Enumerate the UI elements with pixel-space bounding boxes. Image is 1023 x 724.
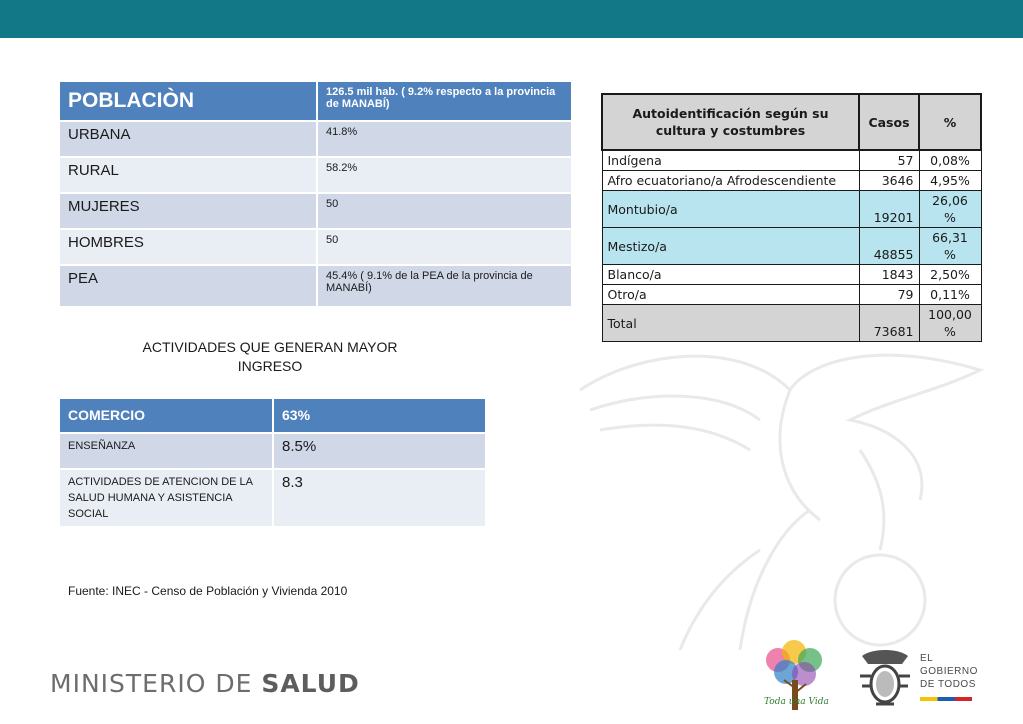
logo-tree-text: Toda una Vida — [764, 697, 829, 707]
row-label: ACTIVIDADES DE ATENCION DE LA SALUD HUMANA Y ASISTENCIA SOCIAL — [60, 470, 272, 526]
coat-of-arms-watermark-icon — [560, 330, 1023, 650]
ecuador-shield-icon — [856, 646, 914, 712]
row-pct: 0,08% — [919, 150, 981, 171]
header-category: Autoidentificación según su cultura y costumbres — [602, 94, 859, 150]
row-pct: 4,95% — [919, 171, 981, 191]
table-row — [60, 194, 571, 228]
poblacion-table — [60, 80, 571, 308]
row-value: 8.5% — [272, 434, 485, 468]
row-category: Afro ecuatoriano/a Afrodescendiente — [602, 171, 859, 191]
actividades-title-line1: ACTIVIDADES QUE GENERAN MAYOR — [142, 339, 398, 355]
row-cases: 57 — [859, 150, 919, 171]
table-row — [602, 265, 981, 285]
row-cases: 19201 — [859, 191, 919, 228]
actividades-header-label: COMERCIO — [60, 399, 272, 432]
row-value: 41.8% — [316, 122, 571, 156]
row-value: 8.3 — [272, 470, 485, 526]
actividades-title-line2: INGRESO — [237, 358, 303, 374]
row-pct: 66,31 % — [919, 228, 981, 265]
actividades-header-row — [60, 399, 485, 432]
gobierno-line1: EL — [920, 653, 934, 664]
row-pct: 2,50% — [919, 265, 981, 285]
poblacion-header-value: 126.5 mil hab. ( 9.2% respecto a la provincia de MANABÍ) — [316, 82, 571, 120]
table-row — [60, 470, 485, 526]
row-cases: 48855 — [859, 228, 919, 265]
row-label: PEA — [60, 266, 316, 306]
table-row — [602, 191, 981, 228]
table-row — [60, 122, 571, 156]
table-row-total — [602, 305, 981, 342]
row-label: URBANA — [60, 122, 316, 156]
row-value: 58.2% — [316, 158, 571, 192]
row-category: Montubio/a — [602, 191, 859, 228]
flag-stripe — [920, 697, 972, 701]
row-pct: 26,06 % — [919, 191, 981, 228]
header-pct: % — [919, 94, 981, 150]
table-row — [60, 434, 485, 468]
row-label: HOMBRES — [60, 230, 316, 264]
row-pct: 0,11% — [919, 285, 981, 305]
poblacion-header-label: POBLACIÒN — [60, 82, 316, 120]
toda-una-vida-logo-icon — [758, 638, 830, 712]
ministerio-logo — [50, 669, 360, 698]
table-row — [602, 228, 981, 265]
row-cases: 3646 — [859, 171, 919, 191]
row-value: 50 — [316, 194, 571, 228]
poblacion-header-row — [60, 82, 571, 120]
gobierno-line3: DE TODOS — [920, 679, 976, 690]
top-banner — [0, 0, 1023, 38]
ministerio-bold: SALUD — [261, 669, 360, 698]
row-cases: 1843 — [859, 265, 919, 285]
row-cases: 73681 — [859, 305, 919, 342]
row-label: RURAL — [60, 158, 316, 192]
ministerio-light: MINISTERIO DE — [50, 669, 262, 698]
actividades-header-value: 63% — [272, 399, 485, 432]
table-row — [602, 150, 981, 171]
table-row — [60, 266, 571, 306]
row-category: Mestizo/a — [602, 228, 859, 265]
row-cases: 79 — [859, 285, 919, 305]
row-value: 45.4% ( 9.1% de la PEA de la provincia de MANABÍ) — [316, 266, 571, 306]
actividades-title — [60, 338, 480, 376]
row-category: Total — [602, 305, 859, 342]
row-label: ENSEÑANZA — [60, 434, 272, 468]
table-row — [602, 285, 981, 305]
row-value: 50 — [316, 230, 571, 264]
row-category: Indígena — [602, 150, 859, 171]
table-row — [60, 230, 571, 264]
row-label: MUJERES — [60, 194, 316, 228]
row-pct: 100,00 % — [919, 305, 981, 342]
autoidentificacion-header-row — [602, 94, 981, 150]
header-cases: Casos — [859, 94, 919, 150]
gobierno-logo-text — [920, 652, 978, 691]
autoidentificacion-table — [601, 93, 982, 342]
source-note: Fuente: INEC - Censo de Población y Vivienda 2010 — [68, 584, 348, 598]
actividades-table — [60, 397, 485, 528]
table-row — [602, 171, 981, 191]
gobierno-line2: GOBIERNO — [920, 666, 978, 677]
table-row — [60, 158, 571, 192]
row-category: Otro/a — [602, 285, 859, 305]
row-category: Blanco/a — [602, 265, 859, 285]
